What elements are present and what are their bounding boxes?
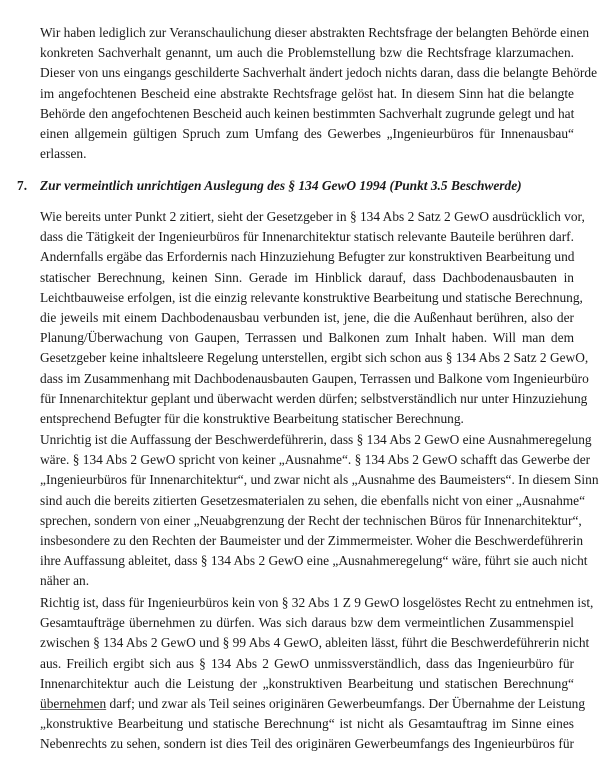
text-line: Andernfalls ergäbe das Erfordernis nach Hinzuziehung Befugter zur konstruktiven Bearbeitung und	[40, 249, 575, 265]
underlined-word: übernehmen	[40, 695, 107, 711]
text-line: „Ingenieurbüros für Innenarchitektur“, und zwar nicht als „Ausnahme des Baumeisters“. In diesem Sinn	[40, 472, 599, 488]
text-line: Leichtbauweise erfolgen, ist die einzig relevante konstruktive Bearbeitung und statische Berechnung,	[40, 289, 583, 305]
text-line: im angefochtenen Bescheid eine abstrakte Rechtsfrage gelöst hat. In diesem Sinn hat die belangte	[40, 85, 574, 101]
text-line: Unrichtig ist die Auffassung der Beschwerdeführerin, dass § 134 Abs 2 GewO eine Ausnahmeregelung	[40, 432, 592, 447]
text-line: Planung/Überwachung von Gaupen, Terrassen und Balkonen zum Inhalt haben. Will man dem	[40, 330, 574, 346]
text-line: näher an.	[40, 573, 90, 589]
text-line: Wir haben lediglich zur Veranschaulichung dieser abstrakten Rechtsfrage der belangten Behörde einen	[40, 25, 590, 40]
text-line: konkreten Sachverhalt genannt, um auch die Problemstellung bzw die Rechtsfrage klarzumachen.	[40, 45, 574, 61]
text-line: insbesondere zu den Rechten der Baumeister und der Zimmermeister. Woher die Beschwerdeführerin	[40, 532, 584, 548]
paragraph-2	[40, 207, 589, 429]
text-fragment: darf; und zwar als Teil seines originären Gewerbeumfangs. Der Übernahme der Leistung	[106, 695, 586, 711]
text-line: Richtig ist, dass für Ingenieurbüros kein von § 32 Abs 1 Z 9 GewO losgelöstes Recht zu entnehmen ist,	[40, 595, 594, 610]
text-line: sprechen, sondern von einer „Neuabgrenzung der Recht der technischen Büros für Innenarchitektur“,	[40, 512, 582, 528]
text-line: Innenarchitektur auch die Leistung der „konstruktiven Bearbeitung und statischen Berechnung“	[40, 675, 574, 691]
text-line: wäre. § 134 Abs 2 GewO spricht von keiner „Ausnahme“. § 134 Abs 2 GewO schafft das Gewerbe der	[40, 452, 591, 468]
text-line: sind auch die bereits zitierten Gesetzesmaterialen zu sehen, die ebenfalls nicht von einer „Ausnahme“	[40, 492, 586, 508]
text-line: einen allgemein gültigen Spruch zum Umfang des Gewerbes „Ingenieurbüros für Innenausbau“	[40, 125, 574, 141]
text-line: Dieser von uns eingangs geschilderte Sachverhalt ändert jedoch nichts daran, dass die belangte Behörde	[40, 65, 598, 81]
paragraph-4	[40, 593, 594, 755]
section-number: 7.	[17, 178, 28, 193]
text-line: entsprechend Befugter für die konstruktive Bearbeitung statischer Berechnung.	[40, 410, 464, 426]
text-line: ihre Auffassung ableitet, dass § 134 Abs 2 GewO eine „Ausnahmeregelung“ wäre, führt sie auch nicht	[40, 553, 588, 569]
section-title: Zur vermeintlich unrichtigen Auslegung des § 134 GewO 1994 (Punkt 3.5 Beschwerde)	[40, 178, 522, 193]
text-line: Gesetzgeber keine inhaltsleere Regelung unterstellen, ergibt sich schon aus § 134 Abs 2 Satz 2 GewO,	[40, 350, 589, 366]
text-line	[40, 694, 586, 714]
text-line: Wie bereits unter Punkt 2 zitiert, sieht der Gesetzgeber in § 134 Abs 2 Satz 2 GewO ausdrücklich vor,	[40, 209, 585, 224]
text-line: Nebenrechts zu sehen, sondern ist dies Teil des originären Gewerbeumfangs des Ingenieurbüros für	[40, 736, 574, 752]
text-line: erlassen.	[40, 146, 87, 162]
section-heading	[17, 176, 587, 196]
text-line: zwischen § 134 Abs 2 GewO und § 99 Abs 4 GewO, ableiten lässt, führt die Beschwerdeführerin nicht	[40, 635, 590, 651]
text-line: aus. Freilich ergibt sich aus § 134 Abs 2 GewO unmissverständlich, dass das Ingenieurbüro für	[40, 655, 574, 671]
paragraph-1	[40, 23, 598, 164]
paragraph-3	[40, 430, 599, 592]
text-line: die jeweils mit einem Dachbodenausbau verbunden ist, jene, die die Außenhaut berühren, also der	[40, 309, 574, 325]
text-line: dass im Zusammenhang mit Dachbodenausbauten Gaupen, Terrassen und Balkone vom Ingenieurbüro	[40, 370, 589, 386]
text-line: statischer Berechnung, keinen Sinn. Gerade im Hinblick darauf, dass Dachbodenausbauten in	[40, 269, 574, 285]
text-line: für Innenarchitektur geplant und überwacht werden dürfen; selbstverständlich nur unter Hinzuziehung	[40, 390, 588, 406]
text-line: „konstruktive Bearbeitung und statische Berechnung“ ist nicht als Gesamtauftrag im Sinne eines	[40, 716, 574, 732]
text-line: dass die Tätigkeit der Ingenieurbüros für Innenarchitektur statisch relevante Bauteile berühren darf.	[40, 229, 574, 245]
text-line: Behörde den angefochtenen Bescheid auch keinen bestimmten Sachverhalt zugrunde gelegt und hat	[40, 105, 575, 121]
text-line: Gesamtaufträge übernehmen zu dürfen. Was sich daraus bzw dem vermeintlichen Zusammenspiel	[40, 615, 574, 631]
